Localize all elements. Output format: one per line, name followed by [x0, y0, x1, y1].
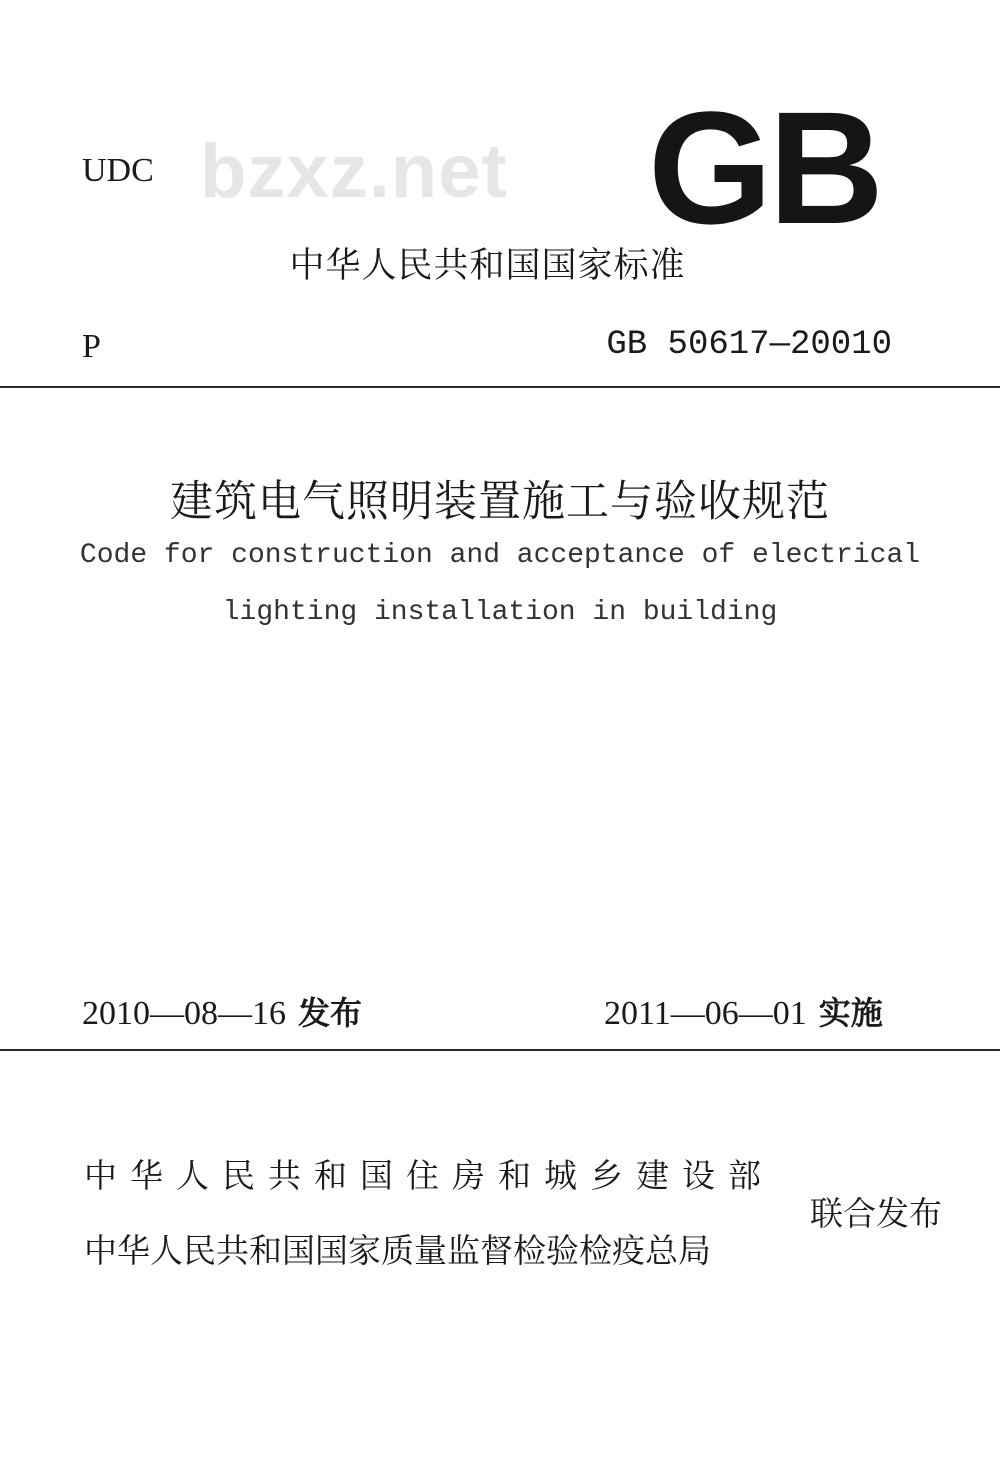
- effective-date: 2011—06—01: [604, 995, 807, 1032]
- issue-date-block: [82, 988, 362, 1034]
- bottom-divider: [0, 1049, 1000, 1051]
- udc-label: UDC: [82, 152, 154, 189]
- issue-date: 2010—08—16: [82, 995, 286, 1032]
- effective-date-block: [604, 988, 883, 1034]
- document-title-chinese: 建筑电气照明装置施工与验收规范: [170, 477, 830, 527]
- standard-number: GB 50617—20010: [606, 326, 892, 364]
- gb-logo: GB: [648, 78, 880, 257]
- national-standard-heading: 中华人民共和国国家标准: [289, 246, 686, 286]
- document-title-english-line2: lighting installation in building: [222, 597, 778, 628]
- top-divider: [0, 386, 1000, 388]
- issuer-ministry-housing: 中华人民共和国住房和城乡建设部: [84, 1156, 774, 1195]
- classification-code: P: [82, 328, 101, 365]
- watermark: bzxz.net: [200, 129, 508, 214]
- issue-label: 发布: [298, 994, 363, 1032]
- document-title-english-line1: Code for construction and acceptance of electrical: [79, 540, 921, 571]
- joint-issue-label: 联合发布: [810, 1194, 942, 1233]
- effective-label: 实施: [818, 994, 883, 1032]
- issuer-aqsiq: 中华人民共和国国家质量监督检验检疫总局: [84, 1231, 711, 1270]
